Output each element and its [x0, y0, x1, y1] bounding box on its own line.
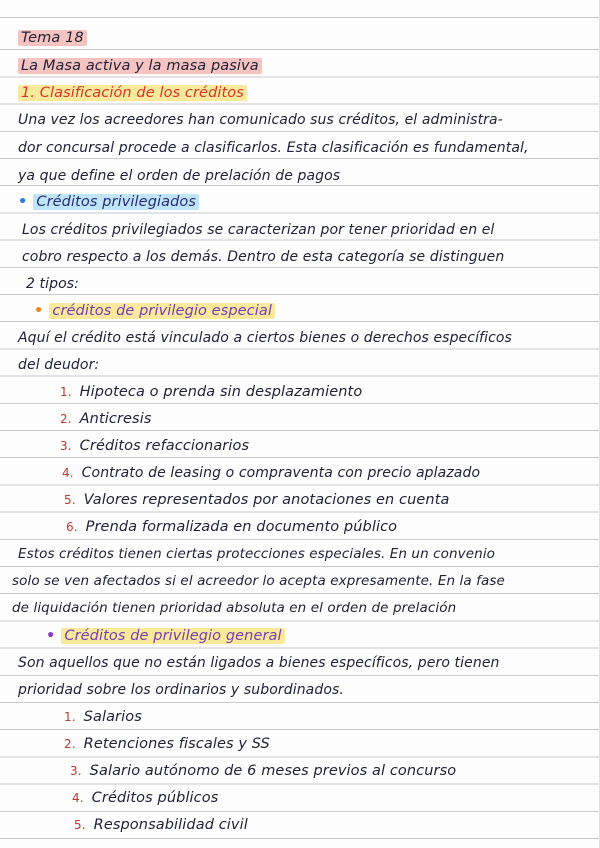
- paragraph-line: Una vez los acreedores han comunicado sus créditos, el administra-: [18, 112, 503, 128]
- list-item: [74, 814, 248, 836]
- list-item: [60, 408, 151, 430]
- subheading-special: [34, 300, 275, 322]
- list-item-text: Salario autónomo de 6 meses previos al concurso: [89, 763, 457, 779]
- list-item: [72, 787, 218, 809]
- paragraph-line: Los créditos privilegiados se caracterizan por tener prioridad en el: [22, 222, 495, 238]
- list-item-text: Retenciones fiscales y SS: [83, 736, 270, 752]
- paragraph-line: prioridad sobre los ordinarios y subordinados.: [18, 682, 344, 698]
- list-item: [60, 381, 362, 403]
- list-item: [64, 706, 142, 728]
- list-number: 6.: [66, 520, 78, 534]
- paragraph-line: 2 tipos:: [26, 276, 79, 292]
- list-number: 5.: [64, 493, 76, 507]
- subheading-text: Créditos privilegiados: [33, 194, 199, 210]
- paragraph-line: cobro respecto a los demás. Dentro de esta categoría se distinguen: [22, 249, 505, 265]
- list-item-text: Responsabilidad civil: [93, 817, 248, 833]
- subheading-text: Créditos de privilegio general: [61, 628, 284, 644]
- page-title-text: La Masa activa y la masa pasiva: [18, 58, 262, 74]
- paragraph-line: ya que define el orden de prelación de pagos: [18, 168, 341, 184]
- list-item-text: Contrato de leasing o compraventa con precio aplazado: [81, 465, 481, 481]
- list-number: 3.: [70, 764, 82, 778]
- topic-text: Tema 18: [18, 30, 87, 46]
- paragraph-line: dor concursal procede a clasificarlos. Esta clasificación es fundamental,: [18, 140, 529, 156]
- list-item-text: Anticresis: [79, 411, 152, 427]
- list-item-text: Créditos refaccionarios: [79, 438, 250, 454]
- list-item: [60, 435, 249, 457]
- list-number: 2.: [64, 737, 76, 751]
- paragraph-line: Estos créditos tienen ciertas protecciones especiales. En un convenio: [18, 546, 496, 562]
- list-item-text: Valores representados por anotaciones en cuenta: [83, 492, 450, 508]
- list-item-text: Salarios: [83, 709, 142, 725]
- list-item: [64, 733, 270, 755]
- section-heading: [18, 82, 247, 104]
- page-title: [18, 55, 262, 77]
- bullet-icon: •: [34, 303, 44, 319]
- list-number: 5.: [74, 818, 86, 832]
- bullet-icon: •: [46, 628, 56, 644]
- bullet-icon: •: [18, 194, 28, 210]
- section-heading-text: 1. Clasificación de los créditos: [18, 85, 247, 101]
- list-item: [66, 516, 397, 538]
- list-number: 1.: [60, 385, 72, 399]
- topic-label: [18, 27, 87, 49]
- paragraph-line: Aquí el crédito está vinculado a ciertos bienes o derechos específicos: [18, 330, 512, 346]
- list-number: 2.: [60, 412, 72, 426]
- list-item-text: Hipoteca o prenda sin desplazamiento: [79, 384, 363, 400]
- paragraph-line: solo se ven afectados si el acreedor lo acepta expresamente. En la fase: [12, 573, 505, 589]
- paragraph-line: Son aquellos que no están ligados a bienes específicos, pero tienen: [18, 655, 500, 671]
- subheading-general: [46, 625, 285, 647]
- paragraph-line: de liquidación tienen prioridad absoluta en el orden de prelación: [12, 600, 457, 616]
- list-item: [70, 760, 456, 782]
- list-number: 1.: [64, 710, 76, 724]
- list-item: [64, 489, 450, 511]
- paragraph-line: del deudor:: [18, 357, 100, 373]
- list-item: [62, 462, 480, 484]
- list-item-text: Créditos públicos: [91, 790, 219, 806]
- list-item-text: Prenda formalizada en documento público: [85, 519, 398, 535]
- list-number: 4.: [72, 791, 84, 805]
- list-number: 3.: [60, 439, 72, 453]
- subheading-text: créditos de privilegio especial: [49, 303, 275, 319]
- subheading-privileged: [18, 191, 199, 213]
- list-number: 4.: [62, 466, 74, 480]
